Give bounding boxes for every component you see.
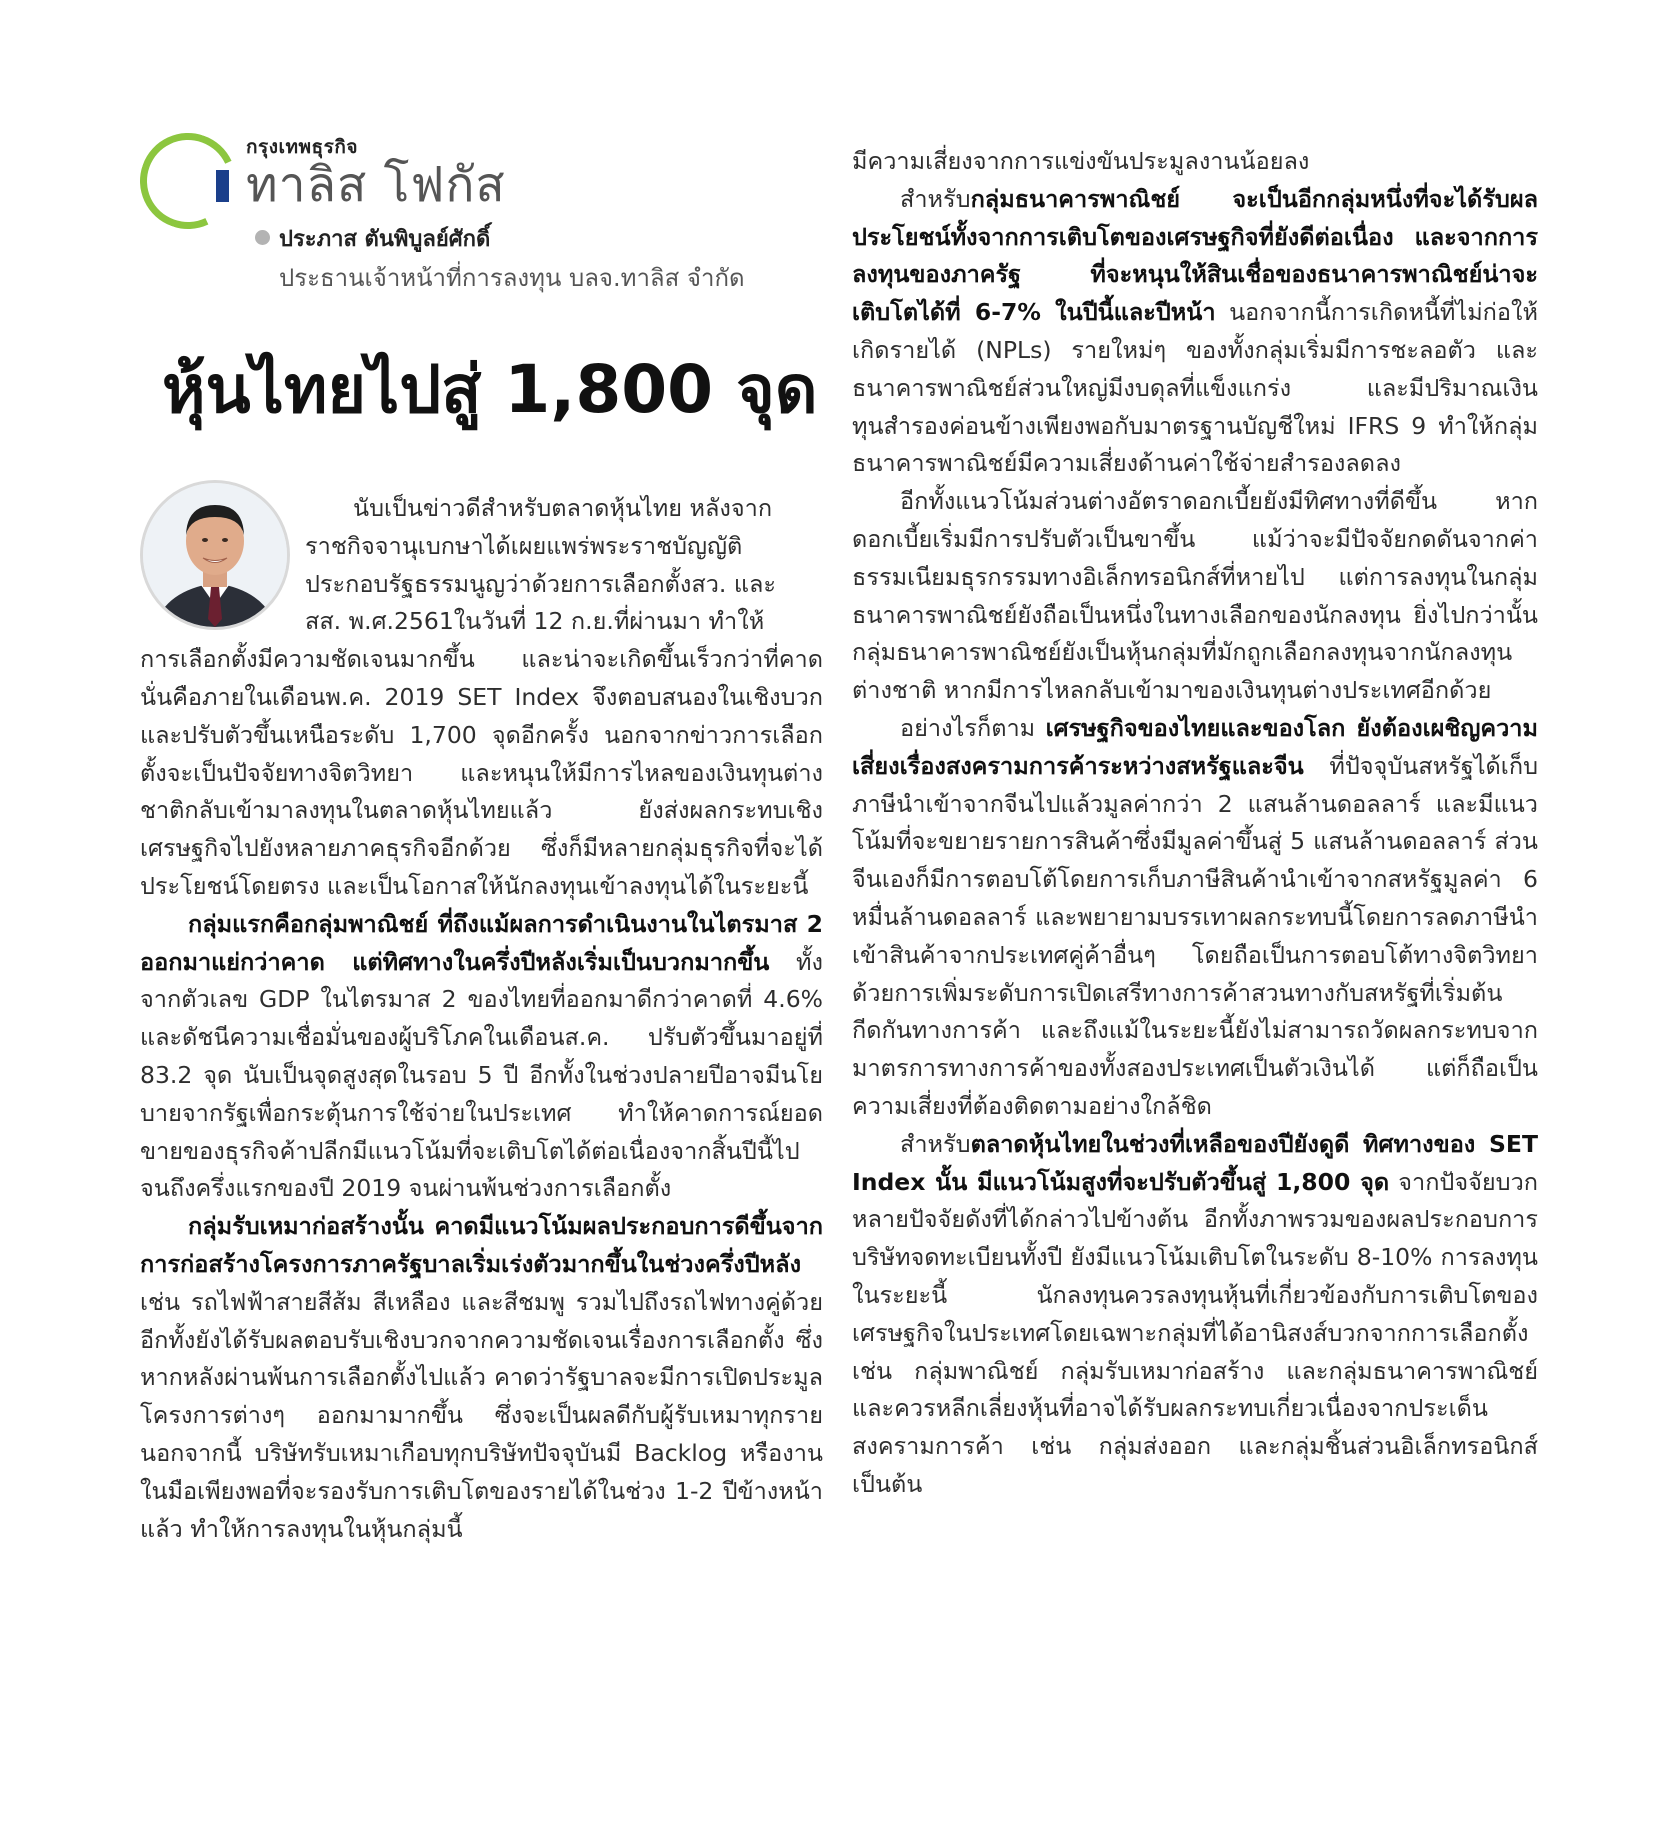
- text-line: ราชกิจจานุเบกษาได้เผยแพร่พระราชบัญญัติ: [305, 531, 743, 560]
- paragraph-outlook: [852, 1126, 1538, 1504]
- article-column-left: [140, 490, 823, 1548]
- paragraph-text: นอกจากนี้การเกิดหนี้ที่ไม่ก่อให้เกิดรายได้ (NPLs) รายใหม่ๆ ของทั้งกลุ่มเริ่มมีการชะลอตัว และธนาคารพาณิชย์ส่วนใหญ่มีงบดุลที่แข็งแกร่ง และมีปริมาณเงินทุนสำรองค่อนข้างเพียงพอกับมาตรฐานบัญชีใหม่ IFRS 9 ทำให้กลุ่มธนาคารพาณิชย์มีความเสี่ยงด้านค่าใช้จ่ายสำรองลดลง: [852, 298, 1538, 478]
- paragraph-intro-continued: การเลือกตั้งมีความชัดเจนมากขึ้น และน่าจะเกิดขึ้นเร็วกว่าที่คาด นั่นคือภายในเดือนพ.ค. 2019 SET Index จึงตอบสนองในเชิงบวกและปรับตัวขึ้นเหนือระดับ 1,700 จุดอีกครั้ง นอกจากข่าวการเลือกตั้งจะเป็นปัจจัยทางจิตวิทยา และหนุนให้มีการไหลของเงินทุนต่างชาติกลับเข้ามาลงทุนในตลาดหุ้นไทยแล้ว ยังส่งผลกระทบเชิงเศรษฐกิจไปยังหลายภาคธุรกิจอีกด้วย ซึ่งก็มีหลายกลุ่มธุรกิจที่จะได้ประโยชน์โดยตรง และเป็นโอกาสให้นักลงทุนเข้าลงทุนได้ในระยะนี้: [140, 645, 823, 900]
- paragraph-tradewar: [852, 710, 1538, 1126]
- bold-lead: กลุ่มแรกคือกลุ่มพาณิชย์ ที่ถึงแม้ผลการดำเนินงานในไตรมาส 2 ออกมาแย่กว่าคาด แต่ทิศทางในครึ่งปีหลังเริ่มเป็นบวกมากขึ้น: [140, 909, 823, 976]
- paragraph-text: ที่ปัจจุบันสหรัฐได้เก็บภาษีนำเข้าจากจีนไปแล้วมูลค่ากว่า 2 แสนล้านดอลลาร์ และมีแนวโน้มที่จะขยายรายการสินค้าซึ่งมีมูลค่าขึ้นสู่ 5 แสนล้านดอลลาร์ ส่วนจีนเองก็มีการตอบโต้โดยการเก็บภาษีสินค้านำเข้าจากสหรัฐมูลค่า 6 หมื่นล้านดอลลาร์ และพยายามบรรเทาผลกระทบนี้โดยการลดภาษีนำเข้าสินค้าจากประเทศคู่ค้าอื่นๆ โดยถือเป็นการตอบโต้ทางจิตวิทยาด้วยการเพิ่มระดับการเปิดเสรีทางการค้าสวนทางกับสหรัฐที่เริ่มต้นกีดกันทางการค้า และถึงแม้ในระยะนี้ยังไม่สามารถวัดผลกระทบจากมาตรการทางการค้าของทั้งสองประเทศเป็นตัวเงินได้ แต่ก็ถือเป็นความเสี่ยงที่ต้องติดตามอย่างใกล้ชิด: [852, 751, 1538, 1120]
- publisher-name: กรุงเทพธุรกิจ: [246, 136, 358, 158]
- author-title: ประธานเจ้าหน้าที่การลงทุน บลจ.ทาลิส จำกัด: [279, 264, 745, 292]
- paragraph-text: อย่างไรก็ตาม: [900, 713, 1046, 742]
- paragraph-commerce: [140, 906, 823, 1208]
- paragraph-text: สำหรับ: [900, 184, 971, 213]
- column-logo-ring: [126, 119, 249, 242]
- text-line: นับเป็นข่าวดีสำหรับตลาดหุ้นไทย หลังจาก: [353, 494, 773, 522]
- paragraph-text: ทั้งจากตัวเลข GDP ในไตรมาส 2 ของไทยที่ออกมาดีกว่าคาดที่ 4.6% และดัชนีความเชื่อมั่นของผู้บริโภคในเดือนส.ค. ปรับตัวขึ้นมาอยู่ที่ 83.2 จุด นับเป็นจุดสูงสุดในรอบ 5 ปี อีกทั้งในช่วงปลายปีอาจมีนโยบายจากรัฐเพื่อกระตุ้นการใช้จ่ายในประเทศ ทำให้คาดการณ์ยอดขายของธุรกิจค้าปลีกมีแนวโน้มที่จะเติบโตได้ต่อเนื่องจากสิ้นปีนี้ไปจนถึงครึ่งแรกของปี 2019 จนผ่านพ้นช่วงการเลือกตั้ง: [140, 947, 824, 1203]
- bold-lead: กลุ่มธนาคารพาณิชย์ จะเป็นอีกกลุ่มหนึ่งที่จะได้รับผลประโยชน์ทั้งจากการเติบโตของเศรษฐกิจที่ยังดีต่อเนื่อง และจากการลงทุนของภาครัฐ ที่จะหนุนให้สินเชื่อของธนาคารพาณิชย์น่าจะเติบโตได้ที่ 6-7% ในปีนี้และปีหน้า: [852, 184, 1538, 327]
- column-title: ทาลิส โฟกัส: [246, 157, 506, 213]
- article-headline: หุ้นไทยไปสู่ 1,800 จุด: [162, 351, 818, 428]
- paragraph-intro-wrapped: [305, 490, 823, 528]
- bold-lead: เศรษฐกิจของไทยและของโลก ยังต้องเผชิญความเสี่ยงเรื่องสงครามการค้าระหว่างสหรัฐและจีน: [852, 713, 1538, 780]
- paragraph-banks: [852, 181, 1538, 483]
- paragraph-interest: อีกทั้งแนวโน้มส่วนต่างอัตราดอกเบี้ยยังมีทิศทางที่ดีขึ้น หากดอกเบี้ยเริ่มมีการปรับตัวเป็นขาขึ้น แม้ว่าจะมีปัจจัยกดดันจากค่าธรรมเนียมธุรกรรมทางอิเล็กทรอนิกส์ที่หายไป แต่การลงทุนในกลุ่มธนาคารพาณิชย์ยังถือเป็นหนึ่งในทางเลือกของนักลงทุน ยิ่งไปกว่านั้น กลุ่มธนาคารพาณิชย์ยังเป็นหุ้นกลุ่มที่มักถูกเลือกลงทุนจากนักลงทุนต่างชาติ หากมีการไหลกลับเข้ามาของเงินทุนต่างประเทศอีกด้วย: [852, 487, 1538, 705]
- paragraph-continued: มีความเสี่ยงจากการแข่งขันประมูลงานน้อยลง: [852, 147, 1310, 175]
- article-column-right: [852, 143, 1538, 1504]
- text-line: สส. พ.ศ.2561ในวันที่ 12 ก.ย.ที่ผ่านมา ทำให้: [305, 607, 765, 636]
- text-line: ประกอบรัฐธรรมนูญว่าด้วยการเลือกตั้งสว. และ: [305, 569, 776, 598]
- bold-lead: กลุ่มรับเหมาก่อสร้างนั้น คาดมีแนวโน้มผลประกอบการดีขึ้นจากการก่อสร้างโครงการภาครัฐบาลเริ่มเร่งตัวมากขึ้นในช่วงครึ่งปีหลัง: [140, 1212, 823, 1278]
- paragraph-text: จากปัจจัยบวกหลายปัจจัยดังที่ได้กล่าวไปข้างต้น อีกทั้งภาพรวมของผลประกอบการบริษัทจดทะเบียนทั้งปี ยังมีแนวโน้มเติบโตในระดับ 8-10% การลงทุนในระยะนี้ นักลงทุนควรลงทุนหุ้นที่เกี่ยวข้องกับการเติบโตของเศรษฐกิจในประเทศโดยเฉพาะกลุ่มที่ได้อานิสงส์บวกจากการเลือกตั้ง เช่น กลุ่มพาณิชย์ กลุ่มรับเหมาก่อสร้าง และกลุ่มธนาคารพาณิชย์ และควรหลีกเลี่ยงหุ้นที่อาจได้รับผลกระทบเกี่ยวเนื่องจากประเด็นสงครามการค้า เช่น กลุ่มส่งออก และกลุ่มชิ้นส่วนอิเล็กทรอนิกส์ เป็นต้น: [852, 1167, 1538, 1498]
- bold-lead: ตลาดหุ้นไทยในช่วงที่เหลือของปียังดูดี ทิศทางของ SET Index นั้น มีแนวโน้มสูงที่จะปรับตัวขึ้นสู่ 1,800 จุด: [852, 1129, 1538, 1196]
- author-name: ประภาส ตันพิบูลย์ศักดิ์: [279, 227, 491, 252]
- column-logo-bar: [216, 170, 229, 202]
- paragraph-construction: [140, 1208, 823, 1548]
- paragraph-text: เช่น รถไฟฟ้าสายสีส้ม สีเหลือง และสีชมพู รวมไปถึงรถไฟทางคู่ด้วย อีกทั้งยังได้รับผลตอบรับเชิงบวกจากความชัดเจนเรื่องการเลือกตั้ง ซึ่งหากหลังผ่านพ้นการเลือกตั้งไปแล้ว คาดว่ารัฐบาลจะมีการเปิดประมูลโครงการต่างๆ ออกมามากขึ้น ซึ่งจะเป็นผลดีกับผู้รับเหมาทุกราย นอกจากนี้ บริษัทรับเหมาเกือบทุกบริษัทปัจจุบันมี Backlog หรืองานในมือเพียงพอที่จะรองรับการเติบโตของรายได้ในช่วง 1-2 ปีข้างหน้าแล้ว ทำให้การลงทุนในหุ้นกลุ่มนี้: [140, 1287, 823, 1543]
- author-bullet-icon: [255, 230, 270, 245]
- paragraph-text: สำหรับ: [900, 1129, 971, 1158]
